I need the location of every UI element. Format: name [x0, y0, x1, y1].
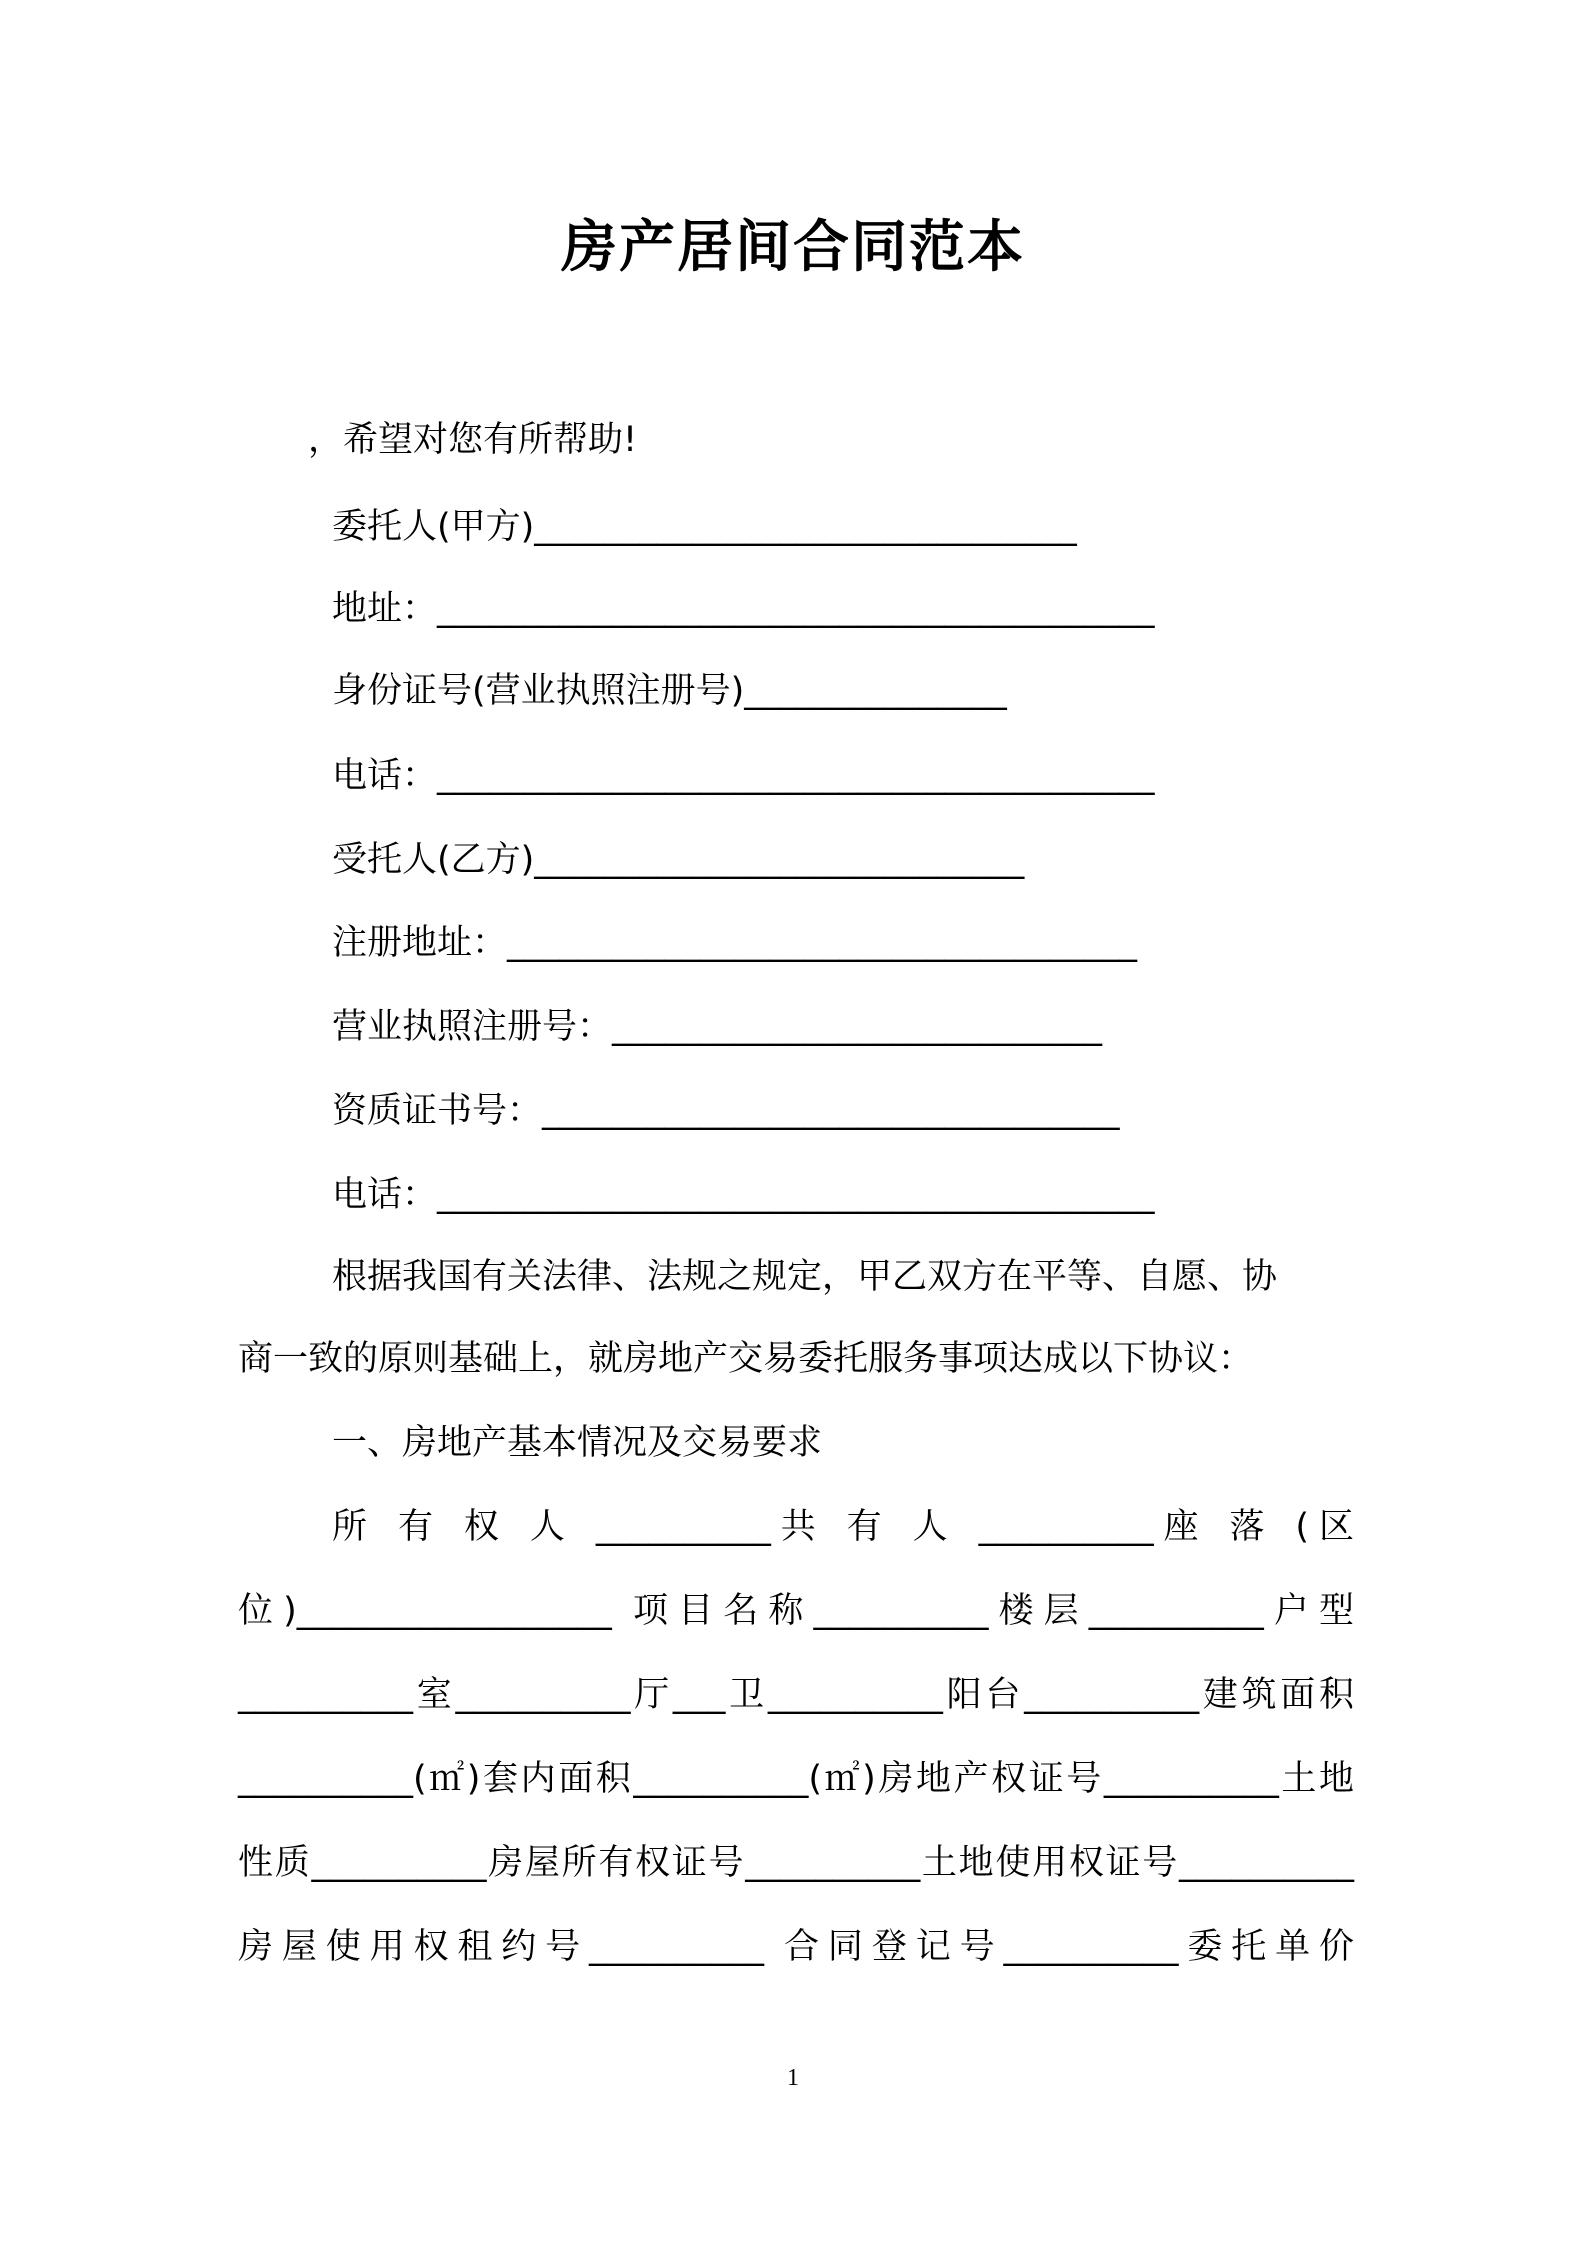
party-a-client-field: 委托人(甲方)_______________________________ [332, 507, 1077, 547]
section-1-line-5: 性质__________房屋所有权证号__________土地使用权证号__________ [238, 1843, 1354, 1883]
preamble-line-1: 根据我国有关法律、法规之规定，甲乙双方在平等、自愿、协 [332, 1257, 1278, 1297]
party-b-license-field: 营业执照注册号：____________________________ [332, 1007, 1103, 1047]
section-1-heading: 一、房地产基本情况及交易要求 [332, 1423, 823, 1463]
page-number: 1 [787, 2065, 799, 2091]
preamble-line-2: 商一致的原则基础上，就房地产交易委托服务事项达成以下协议： [238, 1339, 1254, 1379]
party-b-cert-field: 资质证书号：_________________________________ [332, 1091, 1120, 1131]
section-1-line-1: 所 有 权 人 __________共 有 人 __________座 落 (区 [332, 1507, 1354, 1547]
document-title: 房产居间合同范本 [561, 215, 1025, 280]
party-b-reg-address-field: 注册地址：____________________________________ [332, 923, 1138, 963]
intro-text: ，希望对您有所帮助! [308, 420, 638, 460]
section-1-line-4: __________(㎡)套内面积__________(㎡)房地产权证号__________土地 [238, 1759, 1354, 1799]
party-a-id-field: 身份证号(营业执照注册号)_______________ [332, 671, 1007, 711]
party-a-phone-field: 电话：_________________________________________ [332, 756, 1155, 796]
section-1-line-3: __________室__________厅___卫__________阳台__________建筑面积 [238, 1675, 1354, 1715]
party-b-phone-field: 电话：_________________________________________ [332, 1175, 1155, 1215]
party-a-address-field: 地址：_________________________________________ [332, 589, 1155, 629]
section-1-line-2: 位)__________________ 项目名称__________楼层__________户型 [238, 1591, 1354, 1631]
party-b-trustee-field: 受托人(乙方)____________________________ [332, 840, 1025, 880]
section-1-line-6: 房屋使用权租约号__________ 合同登记号__________委托单价 [238, 1927, 1354, 1967]
